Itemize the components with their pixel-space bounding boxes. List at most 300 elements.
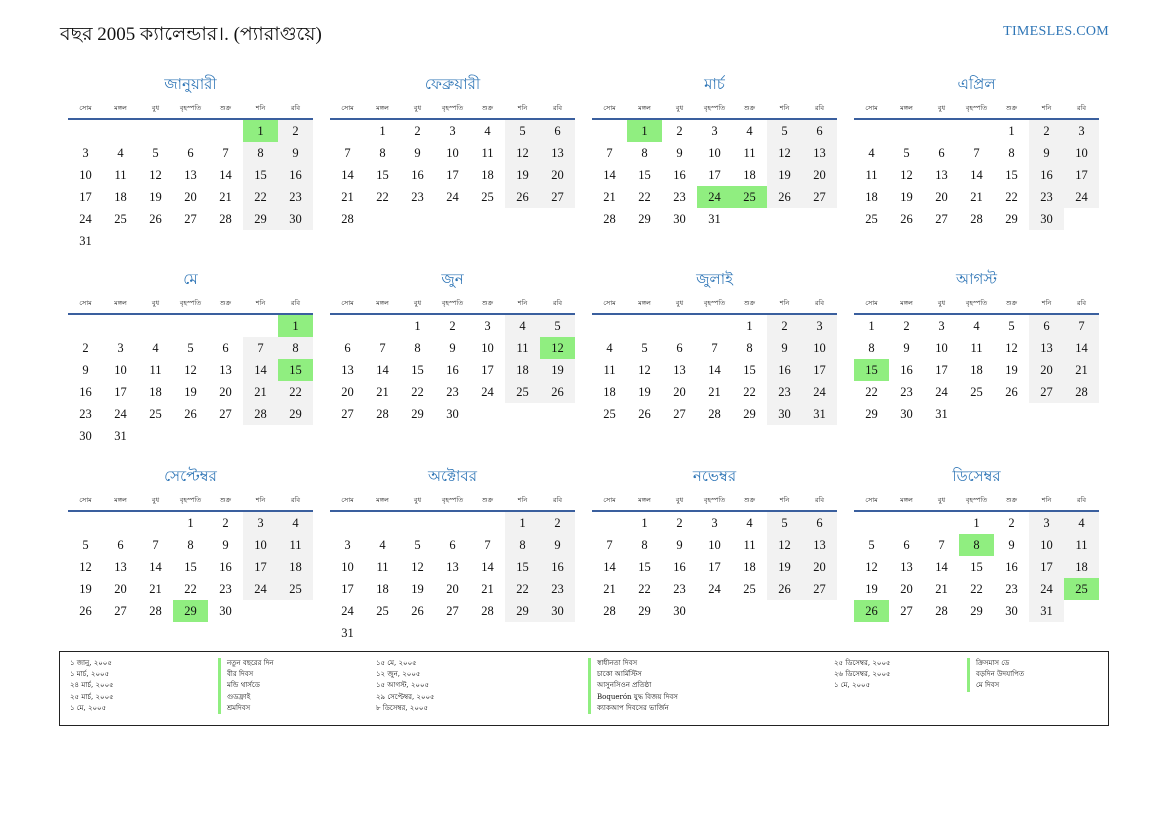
- day-cell: 23: [673, 582, 686, 596]
- day-cell: 18: [505, 359, 540, 381]
- site-link[interactable]: TIMESLES.COM: [1003, 24, 1109, 39]
- day-cell: 19: [411, 582, 424, 596]
- empty-cell: [889, 120, 924, 142]
- weekday-label: বৃহস্পতি: [703, 104, 726, 112]
- day-cell: 15: [970, 560, 983, 574]
- holiday-name: স্বাধীনতা দিবস: [588, 658, 678, 669]
- weekday-label: শনি: [255, 299, 266, 307]
- day-cell: 29: [411, 407, 424, 421]
- weekday-label: বুধ: [675, 496, 684, 504]
- day-cell: 24: [1064, 186, 1099, 208]
- day-cell: 10: [708, 146, 721, 160]
- day-cell: 17: [708, 560, 721, 574]
- day-cell: 21: [481, 582, 494, 596]
- weekday-label: শুক্র: [1005, 104, 1018, 112]
- day-cell: 22: [243, 186, 278, 208]
- day-cell: 11: [149, 363, 162, 377]
- day-cell: 15: [184, 560, 197, 574]
- day-cell: 31: [1029, 600, 1064, 622]
- day-cell: 2: [82, 341, 89, 355]
- day-cell: 18: [278, 556, 313, 578]
- day-cell: 5: [767, 120, 802, 142]
- day-cell: 16: [219, 560, 232, 574]
- day-cell: 30: [673, 604, 686, 618]
- month-block: [592, 265, 837, 425]
- day-cell: 8: [641, 538, 648, 552]
- day-cell: 6: [187, 146, 194, 160]
- day-cell: 2: [414, 124, 421, 138]
- day-cell: 3: [484, 319, 491, 333]
- day-cell: 26: [411, 604, 424, 618]
- day-cell: 25: [481, 190, 494, 204]
- day-cell: 13: [900, 560, 913, 574]
- weekday-header: [854, 490, 1099, 512]
- weekday-label: সোম: [603, 496, 616, 504]
- day-cell: 3: [1064, 120, 1099, 142]
- empty-cell: [924, 120, 959, 142]
- weekday-label: মঙ্গল: [376, 496, 389, 504]
- day-cell: 30: [767, 403, 802, 425]
- day-cell: 3: [344, 538, 351, 552]
- day-cell: 2: [676, 124, 683, 138]
- weekday-label: বৃহস্পতি: [441, 496, 464, 504]
- day-cell: 16: [900, 363, 913, 377]
- weekday-label: রবি: [814, 496, 825, 504]
- day-cell: 7: [243, 337, 278, 359]
- weekday-label: শুক্র: [481, 496, 494, 504]
- holiday-name-column: [588, 658, 678, 714]
- day-cell: 24: [708, 582, 721, 596]
- day-cell: 2: [449, 319, 456, 333]
- day-cell: 14: [376, 363, 389, 377]
- weekday-label: শুক্র: [219, 104, 232, 112]
- day-cell: 21: [243, 381, 278, 403]
- day-cell: 23: [278, 186, 313, 208]
- day-cell: 24: [802, 381, 837, 403]
- day-cell: 21: [603, 582, 616, 596]
- day-cell: 26: [638, 407, 651, 421]
- day-cell: 29: [638, 604, 651, 618]
- weekday-header: [330, 490, 575, 512]
- day-cell: 10: [446, 146, 459, 160]
- holiday-date: ১ মার্চ, ২০০৫: [70, 670, 110, 679]
- day-cell: 12: [767, 142, 802, 164]
- holiday-name: বড়দিন উদযাপিত: [967, 669, 1024, 680]
- weekday-label: সোম: [341, 299, 354, 307]
- day-cell: 10: [802, 337, 837, 359]
- empty-cell: [138, 120, 173, 142]
- day-cell: 3: [802, 315, 837, 337]
- day-cell: 5: [540, 315, 575, 337]
- day-cell: 9: [449, 341, 456, 355]
- holiday-date: ৮ ডিসেম্বর, ২০০৫: [376, 703, 428, 712]
- weekday-label: মঙ্গল: [638, 104, 651, 112]
- day-cell: 3: [711, 516, 718, 530]
- holiday-name: মন্ডি থার্সডে: [218, 680, 274, 691]
- day-cell: 7: [606, 538, 613, 552]
- holiday-date: ১ মে, ২০০৫: [834, 681, 871, 690]
- day-cell: 30: [219, 604, 232, 618]
- day-cell: 13: [540, 142, 575, 164]
- month-name: জুন: [441, 270, 464, 288]
- weekday-label: বুধ: [937, 104, 946, 112]
- weekday-label: সোম: [79, 104, 92, 112]
- holiday-date: ১৫ মে, ২০০৫: [376, 659, 417, 667]
- day-cell: 13: [184, 168, 197, 182]
- day-cell: 31: [935, 407, 948, 421]
- day-cell: 8: [641, 146, 648, 160]
- day-cell: 5: [82, 538, 89, 552]
- day-cell: 13: [935, 168, 948, 182]
- day-cell: 9: [903, 341, 910, 355]
- day-cell: 8: [868, 341, 875, 355]
- empty-cell: [889, 512, 924, 534]
- empty-cell: [138, 315, 173, 337]
- weekday-label: শুক্র: [481, 104, 494, 112]
- holiday-name: মে দিবস: [967, 680, 1024, 691]
- day-cell: 26: [1005, 385, 1018, 399]
- day-cell: 22: [743, 385, 756, 399]
- day-cell: 17: [446, 168, 459, 182]
- weekday-header: [854, 293, 1099, 315]
- holiday-day-cell: 26: [854, 600, 889, 622]
- day-cell: 24: [79, 212, 92, 226]
- weekday-label: মঙ্গল: [900, 299, 913, 307]
- day-cell: 25: [149, 407, 162, 421]
- holiday-date: ২৫ ডিসেম্বর, ২০০৫: [834, 659, 891, 667]
- day-cell: 26: [149, 212, 162, 226]
- day-cell: 23: [1029, 186, 1064, 208]
- day-cell: 7: [222, 146, 229, 160]
- day-cell: 14: [708, 363, 721, 377]
- day-cell: 4: [973, 319, 980, 333]
- weekday-label: সোম: [865, 299, 878, 307]
- day-cell: 19: [900, 190, 913, 204]
- day-cell: 2: [1029, 120, 1064, 142]
- day-cell: 19: [638, 385, 651, 399]
- day-cell: 3: [1029, 512, 1064, 534]
- day-cell: 30: [673, 212, 686, 226]
- day-cell: 12: [505, 142, 540, 164]
- holiday-date: ১ মে, ২০০৫: [70, 703, 107, 712]
- day-cell: 8: [746, 341, 753, 355]
- empty-cell: [959, 120, 994, 142]
- day-cell: 17: [341, 582, 354, 596]
- day-cell: 31: [79, 234, 92, 248]
- day-cell: 25: [278, 578, 313, 600]
- holiday-name: চাকো আর্মিস্টিস: [588, 669, 678, 680]
- day-cell: 19: [767, 556, 802, 578]
- holiday-day-cell: 12: [540, 337, 575, 359]
- day-cell: 23: [767, 381, 802, 403]
- day-cell: 30: [1029, 208, 1064, 230]
- day-cell: 4: [1064, 512, 1099, 534]
- day-cell: 20: [184, 190, 197, 204]
- day-cell: 4: [117, 146, 124, 160]
- day-cell: 16: [540, 556, 575, 578]
- day-grid: [68, 512, 313, 622]
- day-cell: 21: [708, 385, 721, 399]
- page-title: বছর 2005 ক্যালেন্ডার।. (প্যারাগুয়ে): [60, 24, 322, 45]
- day-cell: 27: [802, 578, 837, 600]
- weekday-label: বৃহস্পতি: [179, 299, 202, 307]
- month-block: [330, 265, 575, 425]
- day-cell: 14: [149, 560, 162, 574]
- day-cell: 14: [603, 560, 616, 574]
- day-cell: 17: [802, 359, 837, 381]
- weekday-label: শনি: [1041, 496, 1052, 504]
- weekday-label: বৃহস্পতি: [703, 496, 726, 504]
- day-cell: 8: [505, 534, 540, 556]
- day-cell: 13: [802, 142, 837, 164]
- day-cell: 3: [117, 341, 124, 355]
- day-cell: 29: [243, 208, 278, 230]
- holiday-name: ক্যাকআপ দিবসের ভার্জিন: [588, 703, 678, 714]
- day-cell: 9: [1008, 538, 1015, 552]
- day-cell: 14: [481, 560, 494, 574]
- weekday-label: বৃহস্পতি: [179, 496, 202, 504]
- day-cell: 14: [603, 168, 616, 182]
- day-cell: 4: [152, 341, 159, 355]
- weekday-label: শুক্র: [1005, 496, 1018, 504]
- holiday-name-column: [967, 658, 1024, 692]
- weekday-label: রবি: [1076, 104, 1087, 112]
- day-cell: 19: [184, 385, 197, 399]
- holiday-day-cell: 1: [627, 120, 662, 142]
- empty-cell: [208, 315, 243, 337]
- day-cell: 9: [278, 142, 313, 164]
- day-cell: 31: [114, 429, 127, 443]
- holiday-date-column: [834, 658, 891, 692]
- holiday-name: গুডফ্রাই: [218, 692, 274, 703]
- empty-cell: [173, 315, 208, 337]
- day-cell: 24: [1029, 578, 1064, 600]
- day-cell: 17: [481, 363, 494, 377]
- empty-cell: [68, 512, 103, 534]
- day-cell: 27: [540, 186, 575, 208]
- weekday-label: বুধ: [151, 299, 160, 307]
- day-cell: 20: [219, 385, 232, 399]
- day-cell: 26: [184, 407, 197, 421]
- weekday-label: বৃহস্পতি: [441, 104, 464, 112]
- day-cell: 23: [673, 190, 686, 204]
- weekday-label: বুধ: [675, 299, 684, 307]
- day-cell: 23: [1005, 582, 1018, 596]
- day-cell: 11: [1064, 534, 1099, 556]
- day-cell: 1: [414, 319, 421, 333]
- day-cell: 7: [711, 341, 718, 355]
- weekday-label: শনি: [779, 104, 790, 112]
- day-cell: 18: [114, 190, 127, 204]
- day-cell: 31: [341, 626, 354, 640]
- day-cell: 24: [935, 385, 948, 399]
- day-cell: 23: [446, 385, 459, 399]
- empty-cell: [697, 315, 732, 337]
- day-cell: 22: [505, 578, 540, 600]
- day-cell: 5: [505, 120, 540, 142]
- empty-cell: [854, 512, 889, 534]
- weekday-label: বৃহস্পতি: [703, 299, 726, 307]
- day-cell: 16: [411, 168, 424, 182]
- day-cell: 16: [79, 385, 92, 399]
- day-grid: [592, 315, 837, 425]
- day-cell: 28: [603, 604, 616, 618]
- empty-cell: [138, 512, 173, 534]
- month-name: আগস্ট: [956, 270, 997, 288]
- day-cell: 5: [152, 146, 159, 160]
- month-block: [592, 70, 837, 230]
- weekday-label: সোম: [603, 299, 616, 307]
- weekday-label: শনি: [517, 104, 528, 112]
- day-cell: 11: [505, 337, 540, 359]
- weekday-label: বুধ: [413, 299, 422, 307]
- day-cell: 16: [673, 560, 686, 574]
- day-cell: 6: [903, 538, 910, 552]
- weekday-label: মঙ্গল: [638, 299, 651, 307]
- day-cell: 19: [79, 582, 92, 596]
- day-cell: 27: [114, 604, 127, 618]
- day-cell: 19: [149, 190, 162, 204]
- day-cell: 22: [376, 190, 389, 204]
- month-block: [68, 70, 313, 252]
- holiday-day-cell: 8: [959, 534, 994, 556]
- weekday-label: বৃহস্পতি: [965, 104, 988, 112]
- day-cell: 9: [82, 363, 89, 377]
- day-cell: 1: [187, 516, 194, 530]
- day-cell: 7: [484, 538, 491, 552]
- day-cell: 21: [935, 582, 948, 596]
- holiday-day-cell: 15: [854, 359, 889, 381]
- month-name: জানুয়ারী: [164, 75, 217, 93]
- day-cell: 29: [1005, 212, 1018, 226]
- empty-cell: [435, 512, 470, 534]
- empty-cell: [400, 512, 435, 534]
- day-cell: 25: [743, 582, 756, 596]
- day-cell: 23: [79, 407, 92, 421]
- day-grid: [854, 512, 1099, 622]
- holiday-name-column: [218, 658, 274, 714]
- month-name: ডিসেম্বর: [952, 467, 1001, 485]
- empty-cell: [470, 512, 505, 534]
- weekday-header: [330, 293, 575, 315]
- empty-cell: [68, 120, 103, 142]
- weekday-label: বুধ: [413, 104, 422, 112]
- day-cell: 22: [865, 385, 878, 399]
- weekday-label: শুক্র: [743, 496, 756, 504]
- holiday-date: ১২ জুন, ২০০৫: [376, 670, 421, 679]
- holiday-date: ২৯ সেপ্টেম্বর, ২০০৫: [376, 692, 435, 701]
- empty-cell: [330, 315, 365, 337]
- weekday-header: [330, 98, 575, 120]
- day-cell: 7: [938, 538, 945, 552]
- day-cell: 18: [1064, 556, 1099, 578]
- day-cell: 29: [278, 403, 313, 425]
- day-cell: 14: [970, 168, 983, 182]
- month-name: এপ্রিল: [957, 75, 996, 93]
- day-cell: 19: [505, 164, 540, 186]
- day-cell: 12: [184, 363, 197, 377]
- day-cell: 10: [243, 534, 278, 556]
- weekday-label: বুধ: [675, 104, 684, 112]
- weekday-label: সোম: [341, 104, 354, 112]
- day-cell: 11: [481, 146, 494, 160]
- empty-cell: [208, 120, 243, 142]
- day-cell: 20: [341, 385, 354, 399]
- month-block: [592, 462, 837, 622]
- day-cell: 7: [152, 538, 159, 552]
- holiday-day-cell: 15: [278, 359, 313, 381]
- day-cell: 23: [219, 582, 232, 596]
- day-cell: 18: [743, 560, 756, 574]
- day-cell: 4: [379, 538, 386, 552]
- day-cell: 16: [767, 359, 802, 381]
- day-cell: 2: [767, 315, 802, 337]
- day-cell: 5: [641, 341, 648, 355]
- day-cell: 2: [903, 319, 910, 333]
- empty-cell: [592, 512, 627, 534]
- day-cell: 27: [446, 604, 459, 618]
- day-cell: 3: [82, 146, 89, 160]
- day-cell: 25: [970, 385, 983, 399]
- day-cell: 20: [446, 582, 459, 596]
- day-cell: 19: [1005, 363, 1018, 377]
- weekday-label: সোম: [341, 496, 354, 504]
- day-cell: 21: [1064, 359, 1099, 381]
- day-cell: 27: [673, 407, 686, 421]
- holiday-name: বীর দিবস: [218, 669, 274, 680]
- day-cell: 4: [868, 146, 875, 160]
- day-cell: 5: [903, 146, 910, 160]
- day-cell: 15: [505, 556, 540, 578]
- weekday-label: বুধ: [937, 496, 946, 504]
- day-cell: 21: [149, 582, 162, 596]
- day-cell: 10: [114, 363, 127, 377]
- holiday-name: শ্রমদিবস: [218, 703, 274, 714]
- day-grid: [330, 315, 575, 425]
- day-cell: 18: [865, 190, 878, 204]
- day-cell: 21: [219, 190, 232, 204]
- day-cell: 12: [411, 560, 424, 574]
- day-cell: 21: [970, 190, 983, 204]
- weekday-label: মঙ্গল: [900, 496, 913, 504]
- day-cell: 4: [746, 516, 753, 530]
- day-cell: 4: [505, 315, 540, 337]
- day-cell: 23: [540, 578, 575, 600]
- day-cell: 12: [1005, 341, 1018, 355]
- day-cell: 17: [1064, 164, 1099, 186]
- weekday-header: [592, 98, 837, 120]
- day-cell: 13: [341, 363, 354, 377]
- empty-cell: [103, 512, 138, 534]
- day-cell: 12: [149, 168, 162, 182]
- day-cell: 11: [865, 168, 878, 182]
- year-calendar: [68, 70, 1102, 645]
- day-cell: 15: [638, 168, 651, 182]
- day-cell: 4: [606, 341, 613, 355]
- day-cell: 5: [868, 538, 875, 552]
- empty-cell: [854, 120, 889, 142]
- holiday-day-cell: 1: [243, 120, 278, 142]
- month-block: [854, 462, 1099, 622]
- day-cell: 19: [540, 359, 575, 381]
- day-cell: 7: [606, 146, 613, 160]
- day-cell: 24: [243, 578, 278, 600]
- day-cell: 14: [1064, 337, 1099, 359]
- weekday-label: মঙ্গল: [114, 299, 127, 307]
- weekday-label: শুক্র: [743, 299, 756, 307]
- day-cell: 19: [865, 582, 878, 596]
- day-cell: 27: [1029, 381, 1064, 403]
